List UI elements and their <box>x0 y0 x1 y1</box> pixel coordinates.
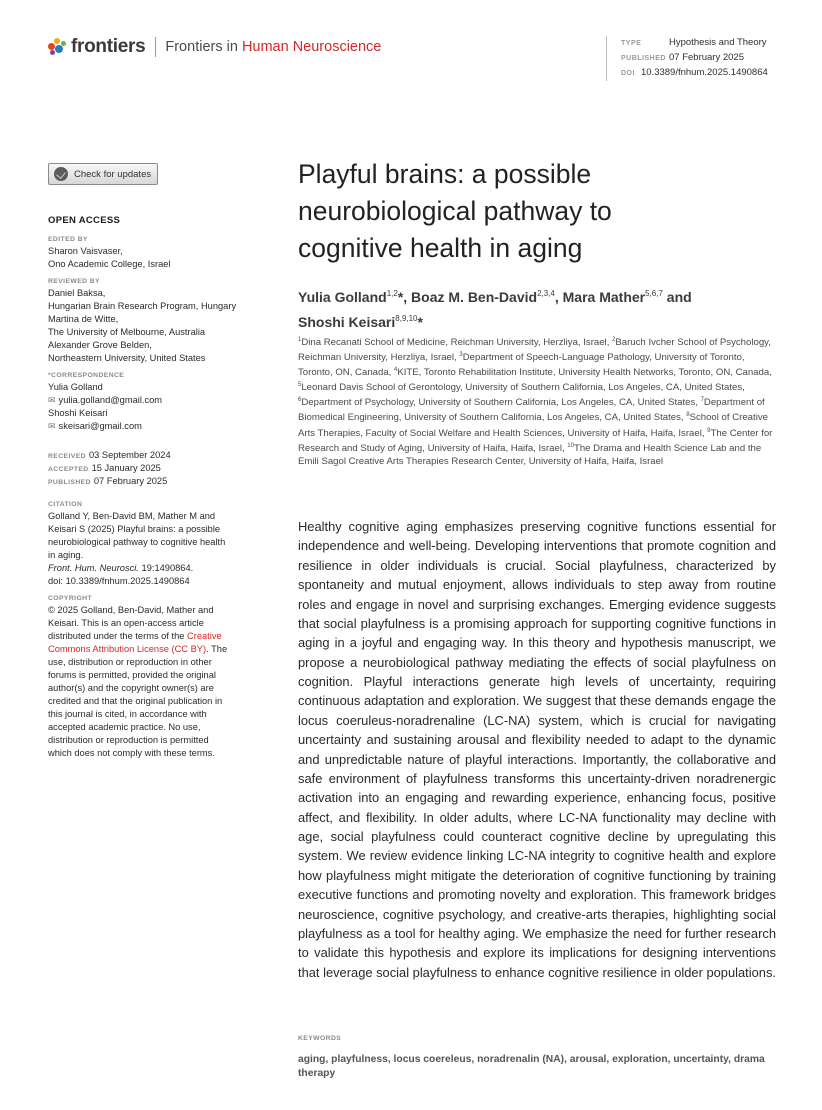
author-name[interactable]: Shoshi Keisari <box>298 314 396 330</box>
affiliation-number: 1 <box>298 337 302 343</box>
affiliation-text: The Center for Research and Study of Aging, University of Haifa, Haifa, Israel, <box>298 427 773 454</box>
article-meta <box>606 36 768 81</box>
author-affiliation-sup: 5,6,7 <box>645 289 663 298</box>
author-separator: , <box>554 289 563 305</box>
affiliation-text: Leonard Davis School of Gerontology, University of Southern California, Los Angeles, CA, United States, <box>301 382 745 394</box>
author-name[interactable]: Yulia Golland <box>298 289 387 305</box>
email-link[interactable]: ✉ skeisari@gmail.com <box>48 420 260 433</box>
sidebar <box>48 214 260 766</box>
keywords: aging, playfulness, locus coereleus, noradrenalin (NA), arousal, exploration, uncertainty, drama therapy <box>298 1054 765 1079</box>
affiliation-number: 3 <box>459 352 463 359</box>
author-affiliation-sup: 8,9,10 <box>395 314 418 323</box>
open-access-label: OPEN ACCESS <box>48 215 121 226</box>
affiliation-number: 9 <box>707 427 711 434</box>
author-separator: , <box>403 289 412 305</box>
affiliation-text: The Drama and Health Science Lab and the Emili Sagol Creative Arts Therapies Research Center, University of Haifa, Haifa, Israel <box>298 442 762 467</box>
check-updates-icon <box>54 167 68 181</box>
email-link[interactable]: ✉ yulia.golland@gmail.com <box>48 394 260 407</box>
check-updates-label: Check for updates <box>74 168 152 180</box>
meta-doi: DOI 10.3389/fnhum.2025.1490864 <box>621 67 768 78</box>
affiliation-text: Department of Speech-Language Pathology, University of Toronto, Toronto, ON, Canada, <box>298 352 745 379</box>
affiliation-number: 6 <box>298 397 302 404</box>
article-title: Playful brains: a possible neurobiological pathway to cognitive health in aging <box>298 159 612 263</box>
abstract: Healthy cognitive aging emphasizes preserving cognitive functions essential for independence and well-being. Developing interventions that promote cognition and resilience in older individuals is crucial. Social playfulness, characterized by spontaneity and mutual enjoyment, allows individuals to step away from routine roles and engage in novel and surprising exchanges. Emerging evidence suggests that social playfulness is a promising approach for supporting cognitive functions in aging in a joyful and engaging way. In this theory and hypothesis manuscript, we propose a neurobiological pathway mediating the effects of social playfulness on cognition. Playful interactions generate high levels of uncertainty, requiring continuous adaptation and exploration. We suggest that these demands engage the locus coeruleus-noradrenaline (LC-NA) system, which is crucial for navigating uncertainty and sustaining arousal and flexibility needed to adapt to the dynamic and unpredictable nature of playful interactions. Importantly, the collaborative and safe environment of playfulness transforms this uncertainty-driven noradrenergic activation into an engaging and rewarding experience, enhancing focus, positive affect, and flexibility. In older adults, where LC-NA functionality may decline with age, social playfulness could counteract cognitive decline by upregulating this system. We review evidence linking LC-NA integrity to cognitive health and explore how playfulness might mitigate the deterioration of cognitive functioning by training executive functions and promoting novelty and exploration. This framework bridges neuroscience, cognitive psychology, and creative-arts therapies, highlighting social playfulness as a tool for healthy aging. We emphasize the need for further research to validate this hypothesis and explore its implications for designing interventions that leverage social playfulness to enhance cognitive resilience in older populations. <box>298 519 776 980</box>
affiliation-text: KITE, Toronto Rehabilitation Institute, University Health Networks, Toronto, ON, Canada, <box>397 367 772 379</box>
journal-name: Frontiers in Human Neuroscience <box>165 39 382 55</box>
affiliation-number: 8 <box>686 412 690 419</box>
corresponding-mark: * <box>417 314 423 330</box>
brand-name: frontiers <box>71 36 146 57</box>
journal-logo[interactable] <box>48 36 381 58</box>
author-list <box>298 283 778 333</box>
affiliation-text: Dina Recanati School of Medicine, Reichman University, Herzliya, Israel, <box>301 337 613 348</box>
author-affiliation-sup: 1,2 <box>386 289 398 298</box>
affiliation-text: School of Creative Arts Therapies, Faculty of Social Welfare and Health Sciences, University of Haifa, Haifa, Israel, <box>298 412 768 439</box>
copyright: COPYRIGHT © 2025 Golland, Ben-David, Mather and Keisari. This is an open-access article distributed under the terms of the Creative Commons Attribution License (CC BY). The use, distribution or reproduction in other forums is permitted, provided the original author(s) and the copyright owner(s) are credited and that the original publication in this journal is cited, in accordance with accepted academic practice. No use, distribution or reproduction is permitted which does not comply with these terms. <box>48 595 228 758</box>
affiliation-number: 2 <box>612 337 616 343</box>
affiliation-number: 5 <box>298 382 302 389</box>
reviewed-by: REVIEWED BY Daniel Baksa, Hungarian Brain Research Program, Hungary Martina de Witte, The University of Melbourne, Australia Alexander Grove Belden, Northeastern University, United States <box>48 278 237 363</box>
author-affiliation-sup: 2,3,4 <box>537 289 555 298</box>
edited-by: EDITED BY Sharon Vaisvaser, Ono Academic College, Israel <box>48 236 171 269</box>
author-name[interactable]: Mara Mather <box>562 289 646 305</box>
meta-published: PUBLISHED 07 February 2025 <box>621 52 744 63</box>
correspondence: *CORRESPONDENCE Yulia Golland ✉ yulia.golland@gmail.com Shoshi Keisari ✉ skeisari@gmail.com <box>48 371 260 433</box>
affiliations <box>298 334 776 468</box>
keywords-heading: KEYWORDS <box>298 1035 342 1042</box>
affiliation-text: Baruch Ivcher School of Psychology, Reichman University, Herzliya, Israel, <box>298 337 771 364</box>
meta-type: TYPE Hypothesis and Theory <box>621 37 767 48</box>
license-link[interactable]: Creative <box>187 631 222 641</box>
affiliation-number: 7 <box>700 397 704 404</box>
check-updates-button[interactable] <box>48 163 158 185</box>
affiliation-number: 10 <box>567 442 574 449</box>
license-link[interactable]: Commons Attribution License (CC BY) <box>48 644 207 654</box>
corresponding-mark: * <box>397 289 404 305</box>
citation-doi[interactable]: doi: 10.3389/fnhum.2025.1490864 <box>48 576 190 586</box>
affiliation-number: 4 <box>394 367 398 374</box>
affiliation-text: Department of Psychology, University of Southern California, Los Angeles, CA, United States, <box>301 397 701 409</box>
author-separator: and <box>662 289 692 305</box>
affiliation-text: Department of Biomedical Engineering, University of Southern California, Los Angeles, CA, United States, <box>298 397 765 424</box>
author-name[interactable]: Boaz M. Ben-David <box>411 289 538 305</box>
citation: CITATION Golland Y, Ben-David BM, Mather M and Keisari S (2025) Playful brains: a possible neurobiological pathway to cognitive health in aging. Front. Hum. Neurosci. 19:1490864. doi: 10.3389/fnhum.2025.1490864 <box>48 500 260 588</box>
article-dates: RECEIVED 03 September 2024 ACCEPTED 15 January 2025 PUBLISHED 07 February 2025 <box>48 450 171 486</box>
frontiers-logo-icon <box>48 38 66 56</box>
header-divider <box>155 37 156 57</box>
